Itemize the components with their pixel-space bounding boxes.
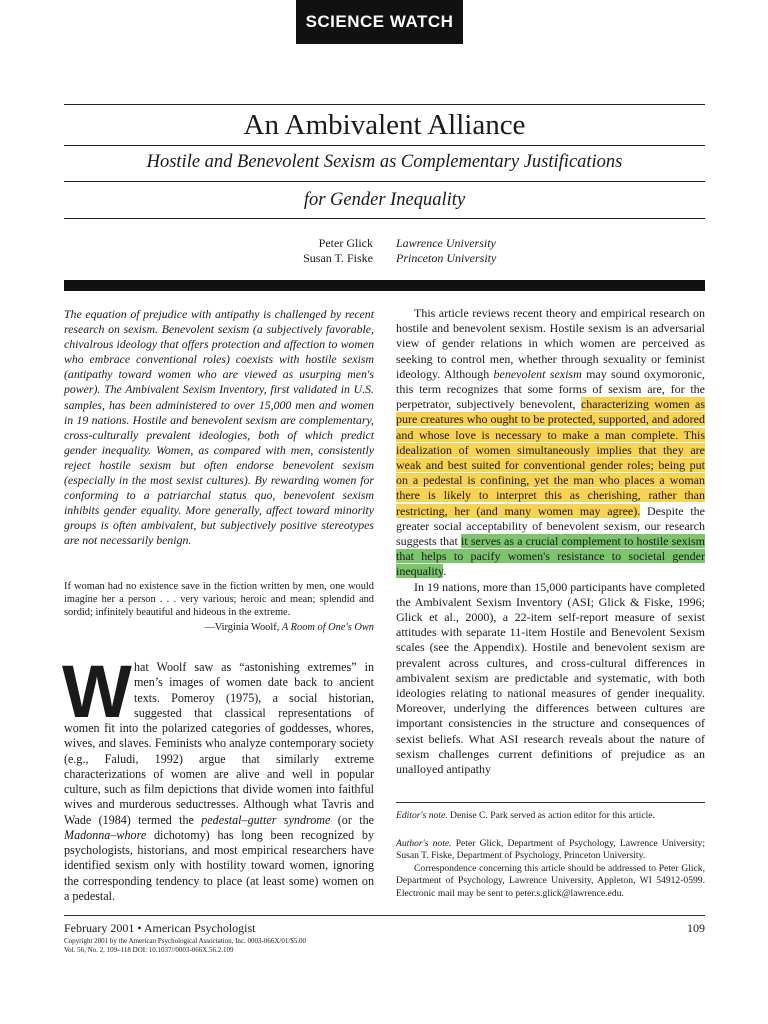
- subtitle-rule: [64, 181, 705, 182]
- author-affiliation: Princeton University: [396, 251, 497, 265]
- body-text-segment: This article reviews recent theory and empirical research on hostile and benevolent sexism. Hostile sexism is an adversarial view of gender relations in which women are perceived as seeking to control men, whether through sexuality or feminist ideology. Although: [396, 306, 705, 381]
- editor-note-text: Denise C. Park served as action editor for this article.: [447, 810, 655, 821]
- copyright-line: Copyright 2001 by the American Psychological Association, Inc. 0003-066X/01/$5.00: [64, 937, 307, 945]
- footnote-rule: [396, 802, 705, 803]
- body-text-segment: hat Woolf saw as “astonishing extremes” in men’s images of women date back to ancient texts. Pomeroy (1975), a social historian, suggested that classical representations of women fit into the polarized categories of goddesses, whores, wives, and slaves. Feminists who analyze contemporary society (e.g., Faludi, 1992) argue that similarly extreme characterizations of women are alive and well in popular culture, such as film depictions that divide women into faithful wives and murderous seductresses. Although what Tavris and Wade (1984) termed the: [64, 660, 374, 827]
- highlight-green[interactable]: it serves as a crucial complement to hostile sexism that helps to pacify women's resistance to societal gender inequality: [396, 534, 705, 579]
- footer-rule: [64, 915, 705, 916]
- author-names: [303, 236, 373, 266]
- article-subtitle-line1: Hostile and Benevolent Sexism as Complementary Justifications: [146, 152, 623, 172]
- correspondence-note: Correspondence concerning this article should be addressed to Peter Glick, Department of Psychology, Lawrence University, Appleton, WI 54912-0599. Electronic mail may be sent to peter.s.glick@lawrence.edu.: [396, 862, 705, 899]
- title-bottom-rule: [64, 145, 705, 146]
- author-note: [396, 838, 705, 900]
- body-text-segment: dichotomy) has long been recognized by psychologists, historians, and most empirical researchers have identified sexism only with hostility toward women, ignoring the corresponding tendency to place (at least some) women on a pedestal.: [64, 827, 374, 903]
- author-name: Peter Glick: [318, 236, 373, 250]
- body-text-segment: (or the: [330, 812, 374, 827]
- intro-paragraph: [62, 650, 374, 904]
- epigraph-attribution: [64, 621, 374, 634]
- author-note-text: Peter Glick, Department of Psychology, Lawrence University; Susan T. Fiske, Department of Psychology, Princeton University.: [396, 838, 705, 862]
- author-affiliation: Lawrence University: [396, 236, 496, 250]
- editor-note-label: Editor's note.: [396, 810, 448, 821]
- page-number: 109: [687, 921, 705, 935]
- body-text-left: [62, 650, 374, 904]
- epigraph-work: A Room of One's Own: [281, 621, 374, 633]
- copyright-block: [64, 937, 306, 954]
- section-banner: SCIENCE WATCH: [296, 0, 463, 44]
- body-text-segment: Despite the greater social acceptability of benevolent sexism, our research suggests that: [396, 503, 705, 549]
- subtitle-bottom-rule: [64, 218, 705, 219]
- body-paragraph-1: [396, 306, 705, 580]
- drop-cap: W: [62, 650, 128, 733]
- body-text-emphasis: Madonna–whore: [64, 827, 147, 842]
- volume-line: Vol. 56, No. 2, 109–118 DOI: 10.1037//0003-066X.56.2.109: [64, 945, 234, 954]
- body-paragraph-2: In 19 nations, more than 15,000 participants have completed the Ambivalent Sexism Inventory (ASI; Glick & Fiske, 1996; Glick et al., 2000), a 22-item self-report measure of sexist attitudes with separate 11-item Hostile and Benevolent Sexism scales (see the Appendix). Hostile and benevolent sexism are prevalent across cultures, and cross-cultural differences in ambivalent sexism are predictable and systematic, with both ideologies relating to national measures of gender inequality. Moreover, underlying the differences between cultures are important consistencies in the structure and consequences of sexist beliefs. What ASI research reveals about the nature of sexism challenges current definitions of prejudice as an unalloyed antipathy: [396, 579, 705, 777]
- body-text-segment: .: [443, 564, 447, 579]
- author-note-label: Author's note.: [396, 838, 452, 849]
- abstract: [64, 307, 374, 549]
- article-subtitle-line2: for Gender Inequality: [303, 190, 466, 210]
- abstract-text: The equation of prejudice with antipathy is challenged by recent research on sexism. Benevolent sexism (a subjectively favorable, chivalrous ideology that offers protection and affection to women who embrace conventional roles) coexists with hostile sexism (antipathy toward women who are viewed as usurping men's power). The Ambivalent Sexism Inventory, first validated in U.S. samples, has been administered to over 15,000 men and women in 19 nations. Hostile and benevolent sexism are complementary, cross-culturally prevalent ideologies, both of which predict gender inequality. Women, as compared with men, consistently reject hostile sexism but often endorse benevolent sexism (especially in the most sexist cultures). By rewarding women for conforming to a patriarchal status quo, benevolent sexism inhibits gender equality. More generally, affect toward minority groups is often ambivalent, but subjectively positive stereotypes are not necessarily benign.: [64, 307, 374, 548]
- body-text-emphasis: pedestal–gutter syndrome: [201, 812, 331, 827]
- epigraph: [64, 580, 374, 634]
- editor-note: [396, 810, 705, 822]
- journal-footer: February 2001 • American Psychologist: [64, 921, 256, 935]
- author-affiliations: [396, 236, 496, 266]
- epigraph-quote: If woman had no existence save in the fiction written by men, one would imagine her a person . . . very various; heroic and mean; splendid and sordid; infinitely beautiful and hideous in the extreme.: [64, 581, 374, 619]
- epigraph-author: —Virginia Woolf,: [204, 621, 282, 633]
- title-top-rule: [64, 104, 705, 105]
- highlight-yellow[interactable]: characterizing women as pure creatures who ought to be protected, supported, and adored and whose love is necessary to make a man complete. This idealization of women simultaneously implies that they are weak and best suited for conventional gender roles; being put on a pedestal is confining, yet the man who places a woman there is likely to interpret this as cherishing, rather than restricting, her (and many women may agree).: [396, 397, 705, 518]
- header-divider-bar: [64, 280, 705, 291]
- body-text-segment: may sound oxymoronic, this term recognizes that some forms of sexism are, for the perpetrator, subjectively benevolent,: [396, 366, 706, 412]
- author-name: Susan T. Fiske: [303, 251, 373, 265]
- body-text-emphasis: benevolent sexism: [493, 366, 582, 381]
- article-title: An Ambivalent Alliance: [243, 109, 526, 141]
- body-text-right: [396, 306, 705, 777]
